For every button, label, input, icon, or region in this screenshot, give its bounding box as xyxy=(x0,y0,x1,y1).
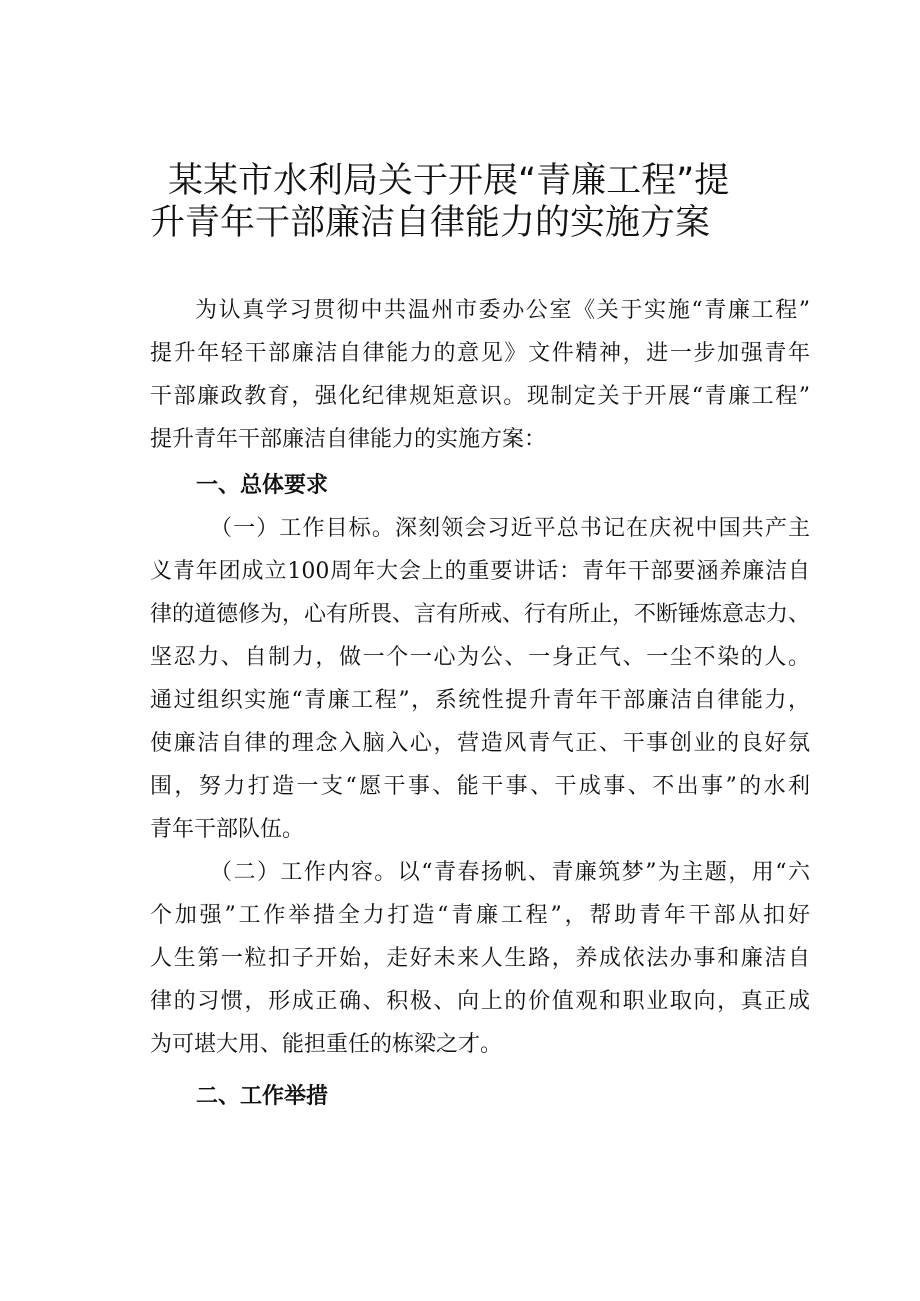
intro-line: 干部廉政教育，强化纪律规矩意识。现制定关于开展“青廉工程” xyxy=(150,384,810,409)
paragraph-line: 使廉洁自律的理念入脑入心，营造风青气正、干事创业的良好氛 xyxy=(150,731,810,756)
document-title-line-1: 某某市水利局关于开展“青廉工程”提 xyxy=(168,161,730,201)
paragraph-line: 通过组织实施“青廉工程”，系统性提升青年干部廉洁自律能力， xyxy=(150,688,810,713)
paragraph-line: 义青年团成立100周年大会上的重要讲话：青年干部要涵养廉洁自 xyxy=(150,559,810,584)
intro-line: 提升年轻干部廉洁自律能力的意见》文件精神，进一步加强青年 xyxy=(150,341,810,366)
intro-line: 为认真学习贯彻中共温州市委办公室《关于实施“青廉工程” xyxy=(195,298,810,323)
section-heading-work-measures: 二、工作举措 xyxy=(196,1084,329,1109)
paragraph-line: 人生第一粒扣子开始，走好未来人生路，养成依法办事和廉洁自 xyxy=(150,946,810,971)
document-title-line-2: 升青年干部廉洁自律能力的实施方案 xyxy=(150,203,711,243)
paragraph-line: 个加强”工作举措全力打造“青廉工程”，帮助青年干部从扣好 xyxy=(150,903,810,928)
paragraph-line: 律的道德修为，心有所畏、言有所戒、行有所止，不断锤炼意志力、 xyxy=(150,602,811,627)
paragraph-line: 律的习惯，形成正确、积极、向上的价值观和职业取向，真正成 xyxy=(150,989,810,1014)
intro-line: 提升青年干部廉洁自律能力的实施方案： xyxy=(150,427,547,452)
paragraph-line: （二）工作内容。以“青春扬帆、青廉筑梦”为主题，用“六 xyxy=(210,860,810,885)
paragraph-line: 坚忍力、自制力，做一个一心为公、一身正气、一尘不染的人。 xyxy=(150,645,810,670)
paragraph-line: 围，努力打造一支“愿干事、能干事、干成事、不出事”的水利 xyxy=(150,774,810,799)
paragraph-line: 青年干部队伍。 xyxy=(150,817,305,842)
paragraph-line: 为可堪大用、能担重任的栋梁之才。 xyxy=(150,1032,503,1057)
section-heading-general-requirements: 一、总体要求 xyxy=(196,473,329,498)
paragraph-line: （一）工作目标。深刻领会习近平总书记在庆祝中国共产主 xyxy=(210,516,810,541)
